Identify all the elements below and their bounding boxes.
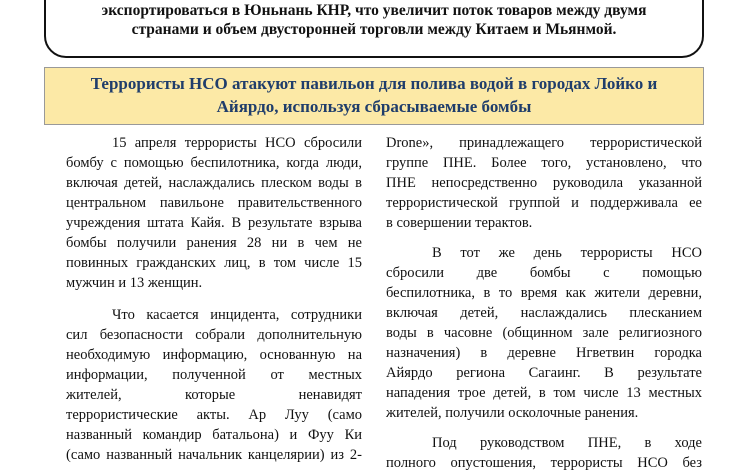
text-line: беспилотника, в то время как жители деревни, xyxy=(386,285,702,301)
text-line: жителей, получили осколочные ранения. xyxy=(386,405,639,421)
text-line: сил безопасности собрали дополнительную xyxy=(66,327,362,343)
text-line: (само названный начальник канцелярии) из 2- xyxy=(66,447,362,463)
previous-article-text-line-2: странами и объем двусторонней торговли между Китаем и Мьянмой. xyxy=(131,21,617,38)
text-line: Drone», принадлежащего террористической xyxy=(386,135,702,151)
text-line: воды в часовне (общинном зале религиозного xyxy=(386,325,702,341)
headline-line-1: Террористы НСО атакуют павильон для полива водой в городах Лойко и xyxy=(90,74,658,93)
text-line: сбросили две бомбы с помощью xyxy=(386,265,702,281)
text-line: Что касается инцидента, сотрудники xyxy=(112,307,362,323)
text-line: нападения трое детей, в том числе 13 местных xyxy=(386,385,702,401)
text-line: необходимую информацию, основанную на xyxy=(66,347,362,363)
text-line: в совершении терактов. xyxy=(386,215,533,231)
text-line: включая детей, наслаждались плесканием xyxy=(386,305,702,321)
previous-article-box xyxy=(44,0,704,58)
text-line: террористической группой и поддерживала ее xyxy=(386,195,702,211)
article-headline xyxy=(44,67,704,125)
text-line: Под руководством ПНЕ, в ходе xyxy=(432,435,702,451)
text-line: бомбу с помощью беспилотника, когда люди, xyxy=(66,155,362,171)
text-line: 15 апреля террористы НСО сбросили xyxy=(112,135,362,151)
text-line: мужчин и 13 женщин. xyxy=(66,275,203,291)
text-line: бомбы получили ранения 28 ни в чем не xyxy=(66,235,362,251)
text-line: Айярдо региона Сагаинг. В результате xyxy=(386,365,702,381)
text-line: В тот же день террористы НСО xyxy=(432,245,702,261)
text-line: группе ПНЕ. Более того, установлено, что xyxy=(386,155,702,171)
headline-line-2: Айярдо, используя сбрасываемые бомбы xyxy=(216,97,532,116)
text-line: центральном павильоне правительственного xyxy=(66,195,362,211)
text-line: информации, полученной от местных xyxy=(66,367,362,383)
text-line: жителей, которые ненавидят xyxy=(66,387,362,403)
text-line: полного опустошения, террористы НСО без xyxy=(386,455,702,471)
text-line: ПНЕ непосредственно руководила указанной xyxy=(386,175,702,191)
text-line: названный командир батальона) и Фуу Ки xyxy=(66,427,362,443)
text-line: учреждения штата Кайя. В результате взрыва xyxy=(66,215,362,231)
previous-article-text-line-1: экспортироваться в Юньнань КНР, что увеличит поток товаров между двумя xyxy=(101,2,647,19)
text-line: повинных гражданских лиц, в том числе 15 xyxy=(66,255,362,271)
text-line: включая детей, наслаждались плеском воды в xyxy=(66,175,362,191)
text-line: террористические акты. Ар Луу (само xyxy=(66,407,362,423)
text-line: назначения) в деревне Нгветвин городка xyxy=(386,345,702,361)
